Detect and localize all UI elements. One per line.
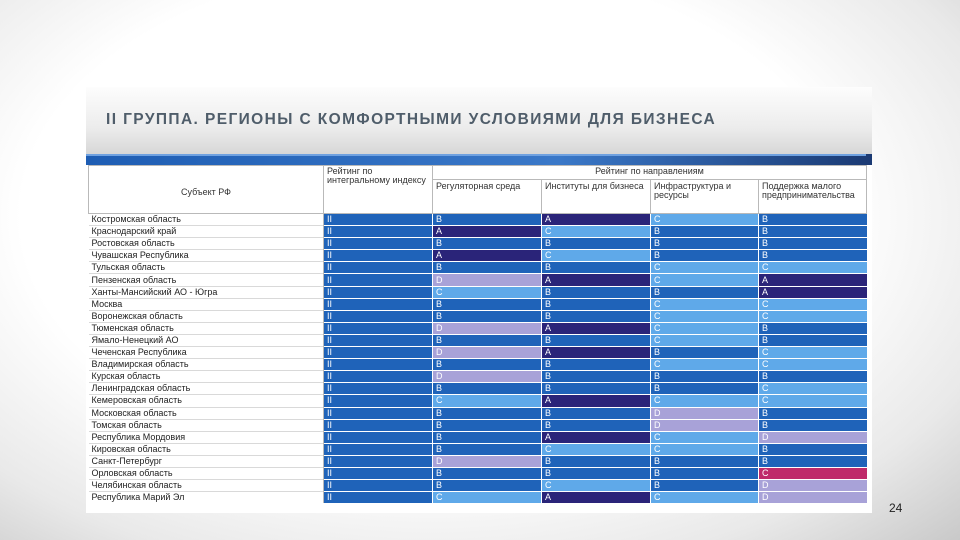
region-name: Краснодарский край [89,226,324,238]
integral-rating-cell: II [324,238,433,250]
header-subject: Субъект РФ [89,166,324,214]
table-row [89,274,867,286]
integral-rating-cell: II [324,250,433,262]
regulatory-rating-cell: B [433,480,542,492]
region-name: Кировская область [89,443,324,455]
infrastructure-rating-cell: C [651,395,759,407]
regulatory-rating-cell: B [433,262,542,274]
table-row [89,455,867,467]
integral-rating-cell: II [324,322,433,334]
region-name: Ленинградская область [89,383,324,395]
infrastructure-rating-cell: B [651,455,759,467]
support-rating-cell: B [759,455,867,467]
ratings-table [88,165,867,503]
support-rating-cell: D [759,492,867,504]
regulatory-rating-cell: B [433,214,542,226]
region-name: Москва [89,298,324,310]
table-row [89,480,867,492]
region-name: Пензенская область [89,274,324,286]
support-rating-cell: B [759,226,867,238]
regulatory-rating-cell: B [433,443,542,455]
table-row [89,407,867,419]
region-name: Кемеровская область [89,395,324,407]
support-rating-cell: B [759,250,867,262]
integral-rating-cell: II [324,226,433,238]
region-name: Владимирская область [89,359,324,371]
regulatory-rating-cell: D [433,371,542,383]
infrastructure-rating-cell: C [651,431,759,443]
table-row [89,226,867,238]
regulatory-rating-cell: B [433,431,542,443]
infrastructure-rating-cell: B [651,480,759,492]
integral-rating-cell: II [324,383,433,395]
institutes-rating-cell: C [542,250,651,262]
support-rating-cell: C [759,347,867,359]
infrastructure-rating-cell: C [651,274,759,286]
institutes-rating-cell: C [542,443,651,455]
integral-rating-cell: II [324,371,433,383]
table-row [89,443,867,455]
table-row [89,250,867,262]
integral-rating-cell: II [324,262,433,274]
institutes-rating-cell: B [542,359,651,371]
header-infrastructure: Инфраструктура и ресурсы [651,180,759,214]
support-rating-cell: C [759,383,867,395]
support-rating-cell: B [759,322,867,334]
table-row [89,310,867,322]
integral-rating-cell: II [324,395,433,407]
integral-rating-cell: II [324,467,433,479]
regulatory-rating-cell: D [433,455,542,467]
title-band [86,87,872,155]
infrastructure-rating-cell: B [651,371,759,383]
support-rating-cell: B [759,214,867,226]
institutes-rating-cell: B [542,419,651,431]
institutes-rating-cell: B [542,455,651,467]
infrastructure-rating-cell: B [651,238,759,250]
infrastructure-rating-cell: B [651,383,759,395]
table-row [89,383,867,395]
region-name: Чеченская Республика [89,347,324,359]
regulatory-rating-cell: B [433,298,542,310]
support-rating-cell: D [759,480,867,492]
regulatory-rating-cell: C [433,286,542,298]
regulatory-rating-cell: A [433,250,542,262]
regulatory-rating-cell: C [433,492,542,504]
table-row [89,395,867,407]
integral-rating-cell: II [324,480,433,492]
infrastructure-rating-cell: D [651,407,759,419]
support-rating-cell: B [759,419,867,431]
regulatory-rating-cell: B [433,238,542,250]
integral-rating-cell: II [324,492,433,504]
support-rating-cell: C [759,395,867,407]
infrastructure-rating-cell: C [651,310,759,322]
infrastructure-rating-cell: C [651,298,759,310]
table-row [89,492,867,504]
infrastructure-rating-cell: C [651,443,759,455]
support-rating-cell: B [759,407,867,419]
institutes-rating-cell: A [542,395,651,407]
infrastructure-rating-cell: C [651,492,759,504]
header-regulatory: Регуляторная среда [433,180,542,214]
institutes-rating-cell: B [542,238,651,250]
region-name: Костромская область [89,214,324,226]
institutes-rating-cell: A [542,274,651,286]
support-rating-cell: D [759,431,867,443]
regulatory-rating-cell: D [433,347,542,359]
integral-rating-cell: II [324,455,433,467]
region-name: Санкт-Петербург [89,455,324,467]
institutes-rating-cell: C [542,226,651,238]
regulatory-rating-cell: B [433,407,542,419]
support-rating-cell: C [759,310,867,322]
infrastructure-rating-cell: B [651,347,759,359]
region-name: Воронежская область [89,310,324,322]
infrastructure-rating-cell: B [651,250,759,262]
table-row [89,214,867,226]
institutes-rating-cell: B [542,286,651,298]
infrastructure-rating-cell: C [651,334,759,346]
slide-title: II ГРУППА. РЕГИОНЫ С КОМФОРТНЫМИ УСЛОВИЯМИ ДЛЯ БИЗНЕСА [106,111,717,128]
region-name: Республика Марий Эл [89,492,324,504]
institutes-rating-cell: C [542,480,651,492]
support-rating-cell: C [759,359,867,371]
region-name: Ямало-Ненецкий АО [89,334,324,346]
support-rating-cell: B [759,334,867,346]
support-rating-cell: A [759,274,867,286]
institutes-rating-cell: A [542,322,651,334]
integral-rating-cell: II [324,407,433,419]
integral-rating-cell: II [324,286,433,298]
integral-rating-cell: II [324,359,433,371]
integral-rating-cell: II [324,274,433,286]
regulatory-rating-cell: C [433,395,542,407]
region-name: Томская область [89,419,324,431]
region-name: Тульская область [89,262,324,274]
table-row [89,419,867,431]
page-number: 24 [889,501,903,515]
header-support: Поддержка малого предпринимательства [759,180,867,214]
table-row [89,431,867,443]
header-integral: Рейтинг по интегральному индексу [324,166,433,214]
institutes-rating-cell: B [542,310,651,322]
regulatory-rating-cell: B [433,467,542,479]
infrastructure-rating-cell: D [651,419,759,431]
institutes-rating-cell: B [542,407,651,419]
region-name: Челябинская область [89,480,324,492]
infrastructure-rating-cell: C [651,322,759,334]
infrastructure-rating-cell: B [651,226,759,238]
regulatory-rating-cell: D [433,322,542,334]
region-name: Республика Мордовия [89,431,324,443]
region-name: Ростовская область [89,238,324,250]
institutes-rating-cell: A [542,347,651,359]
header-directions: Рейтинг по направлениям [433,166,867,180]
regulatory-rating-cell: B [433,383,542,395]
integral-rating-cell: II [324,298,433,310]
table-row [89,347,867,359]
institutes-rating-cell: A [542,431,651,443]
institutes-rating-cell: B [542,383,651,395]
region-name: Чувашская Республика [89,250,324,262]
infrastructure-rating-cell: C [651,359,759,371]
region-name: Московская область [89,407,324,419]
support-rating-cell: C [759,262,867,274]
support-rating-cell: C [759,298,867,310]
regulatory-rating-cell: B [433,310,542,322]
integral-rating-cell: II [324,334,433,346]
table-row [89,371,867,383]
table-row [89,238,867,250]
region-name: Ханты-Мансийский АО - Югра [89,286,324,298]
support-rating-cell: B [759,371,867,383]
institutes-rating-cell: A [542,492,651,504]
region-name: Тюменская область [89,322,324,334]
integral-rating-cell: II [324,214,433,226]
table-row [89,334,867,346]
infrastructure-rating-cell: C [651,214,759,226]
slide [86,87,872,513]
support-rating-cell: B [759,443,867,455]
table-row [89,359,867,371]
regulatory-rating-cell: A [433,226,542,238]
integral-rating-cell: II [324,310,433,322]
region-name: Орловская область [89,467,324,479]
integral-rating-cell: II [324,443,433,455]
infrastructure-rating-cell: B [651,286,759,298]
table-row [89,322,867,334]
institutes-rating-cell: B [542,467,651,479]
integral-rating-cell: II [324,431,433,443]
infrastructure-rating-cell: C [651,262,759,274]
infrastructure-rating-cell: B [651,467,759,479]
region-name: Курская область [89,371,324,383]
institutes-rating-cell: A [542,214,651,226]
institutes-rating-cell: B [542,334,651,346]
header-institutes: Институты для бизнеса [542,180,651,214]
table-body [89,214,867,504]
title-stripe-highlight [86,154,866,156]
integral-rating-cell: II [324,419,433,431]
institutes-rating-cell: B [542,298,651,310]
support-rating-cell: B [759,238,867,250]
institutes-rating-cell: B [542,262,651,274]
support-rating-cell: C [759,467,867,479]
institutes-rating-cell: B [542,371,651,383]
integral-rating-cell: II [324,347,433,359]
table-row [89,286,867,298]
regulatory-rating-cell: B [433,359,542,371]
table-row [89,298,867,310]
table-row [89,467,867,479]
regulatory-rating-cell: B [433,419,542,431]
support-rating-cell: A [759,286,867,298]
table-row [89,262,867,274]
regulatory-rating-cell: D [433,274,542,286]
regulatory-rating-cell: B [433,334,542,346]
